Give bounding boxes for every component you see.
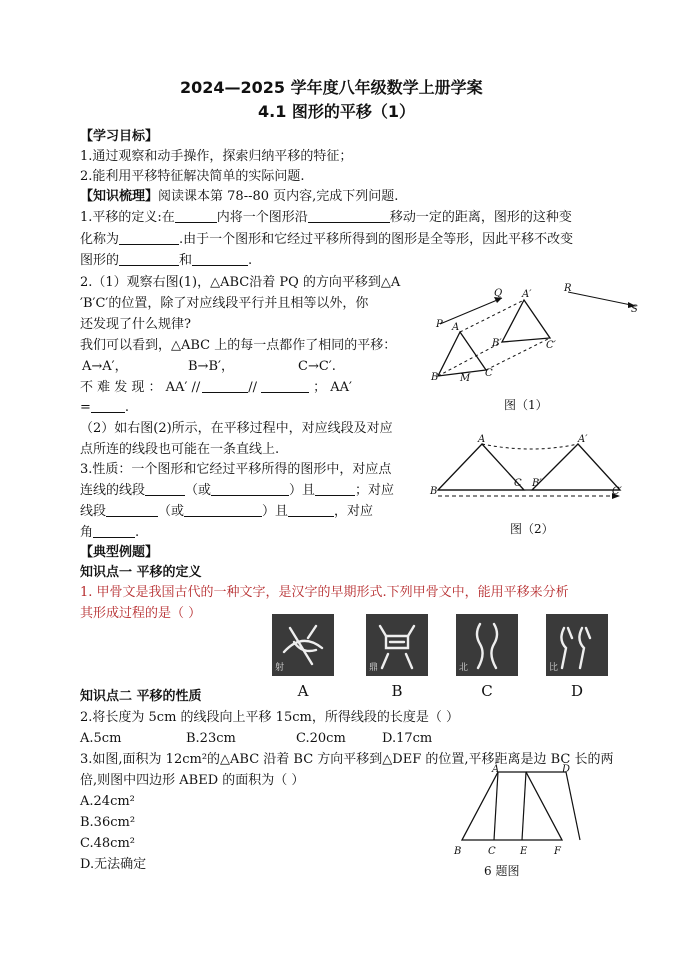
label-Q: Q: [494, 288, 503, 299]
q2-option-a[interactable]: A.5cm: [80, 731, 122, 746]
figure-1: [428, 280, 660, 388]
option-a-label[interactable]: A: [297, 682, 309, 700]
oracle-image-c[interactable]: [456, 614, 518, 676]
label-E: E: [520, 846, 528, 857]
oracle-char-label: 比: [549, 663, 559, 673]
blank[interactable]: [261, 380, 309, 393]
observe2-line1: （2）如右图(2)所示，在平移过程中，对应线段及对应: [80, 421, 393, 436]
label-M: M: [460, 373, 471, 384]
q2-option-b[interactable]: B.23cm: [186, 731, 236, 746]
q3-option-a[interactable]: A.24cm²: [80, 794, 135, 809]
property-line2: 连线的线段 （或 ）且 ；对应: [80, 483, 395, 498]
oracle-image-a[interactable]: [272, 614, 334, 676]
knowledge-intro: 阅读课本第 78--80 页内容,完成下列问题.: [158, 189, 399, 204]
label-C: C: [485, 368, 493, 379]
label-C: C: [514, 478, 522, 489]
parallel-line: 不 难 发 现 ： AA′ // // ； AA′: [80, 380, 352, 395]
goal-2: 2.能利用平移特征解决简单的实际问题.: [80, 169, 305, 184]
label-P: P: [436, 319, 443, 330]
oracle-image-b[interactable]: [366, 614, 428, 676]
observe1-line2: ′B′C′的位置，除了对应线段平行并且相等以外，你: [80, 296, 369, 311]
knowledge-line: [80, 189, 398, 205]
figure-6-caption: 6 题图: [484, 864, 520, 878]
question-1-line1: 1. 甲骨文是我国古代的一种文字，是汉字的早期形式.下列甲骨文中，能用平移来分析: [80, 585, 569, 600]
option-d-label[interactable]: D: [570, 682, 584, 700]
mapping-c: C→C′.: [298, 359, 336, 374]
label-A: A: [478, 434, 486, 445]
figure-6: [450, 764, 590, 860]
definition-line3: 图形的 和 .: [80, 253, 253, 268]
oracle-image-d[interactable]: [546, 614, 608, 676]
label-B: B: [454, 846, 462, 857]
example-header: 【典型例题】: [80, 545, 159, 560]
blank[interactable]: [119, 232, 179, 245]
blank[interactable]: [288, 504, 334, 517]
blank[interactable]: [106, 504, 158, 517]
blank[interactable]: [308, 210, 390, 223]
blank[interactable]: [202, 380, 248, 393]
knowledge-header: 【知识梳理】: [80, 189, 159, 204]
property-line4: 角 .: [80, 525, 140, 540]
label-A: A: [452, 322, 460, 333]
label-F: F: [554, 846, 561, 857]
question-3-line1: 3.如图,面积为 12cm²的△ABC 沿着 BC 方向平移到△DEF 的位置,平移距离是边 BC 长的两: [80, 752, 614, 767]
blank[interactable]: [119, 253, 179, 266]
knowledge-point-2: 知识点二 平移的性质: [80, 689, 202, 704]
option-c-label[interactable]: C: [481, 682, 493, 700]
blank[interactable]: [184, 504, 262, 517]
mapping-b: B→B′，: [188, 359, 234, 374]
title-line2: 4.1 图形的平移（1）: [258, 102, 416, 121]
label-C-prime: C′: [546, 340, 556, 351]
oracle-char-label: 北: [459, 663, 469, 673]
label-B: B: [431, 372, 439, 383]
q2-option-c[interactable]: C.20cm: [296, 731, 346, 746]
property-line3: 线段 （或 ）且 ，对应: [80, 504, 374, 519]
question-2: 2.将长度为 5cm 的线段向上平移 15cm，所得线段的长度是（ ）: [80, 710, 459, 725]
label-R: R: [564, 283, 572, 294]
label-B: B: [430, 486, 438, 497]
equal-line: = .: [80, 400, 130, 415]
mapping-a: A→A′，: [82, 359, 128, 374]
q3-option-b[interactable]: B.36cm²: [80, 815, 136, 830]
blank[interactable]: [211, 483, 289, 496]
blank[interactable]: [175, 210, 217, 223]
figure-2: [428, 432, 628, 504]
label-A-prime: A′: [522, 289, 532, 300]
oracle-char-label: 射: [275, 663, 285, 673]
oracle-char-label: 鼎: [369, 663, 379, 673]
observe1-line1: 2.（1）观察右图(1)，△ABC沿着 PQ 的方向平移到△A: [80, 275, 401, 290]
label-A: A: [492, 764, 500, 775]
figure-2-caption: 图（2）: [510, 522, 554, 536]
label-C: C: [488, 846, 496, 857]
label-B-prime: B′: [532, 478, 542, 489]
q3-option-c[interactable]: C.48cm²: [80, 836, 135, 851]
label-A-prime: A′: [578, 434, 588, 445]
observe2-line2: 点所连的线段也可能在一条直线上.: [80, 442, 280, 457]
question-1-line2: 其形成过程的是（ ）: [80, 606, 202, 621]
goal-1: 1.通过观察和动手操作，探索归纳平移的特征；: [80, 149, 353, 164]
blank[interactable]: [192, 253, 248, 266]
knowledge-point-1: 知识点一 平移的定义: [80, 565, 202, 580]
property-line1: 3.性质：一个图形和它经过平移所得的图形中，对应点: [80, 462, 392, 477]
label-C-prime: C′: [612, 486, 622, 497]
figure-1-caption: 图（1）: [504, 398, 548, 412]
blank[interactable]: [315, 483, 355, 496]
blank[interactable]: [93, 525, 135, 538]
label-S: S: [631, 304, 638, 315]
definition-line2: 化称为 .由于一个图形和它经过平移所得到的图形是全等形，因此平移不改变: [80, 232, 574, 247]
q3-option-d[interactable]: D.无法确定: [80, 857, 147, 872]
option-b-label[interactable]: B: [391, 682, 403, 700]
q2-option-d[interactable]: D.17cm: [382, 731, 433, 746]
label-D: D: [562, 764, 571, 775]
label-B-prime: B′: [492, 338, 502, 349]
question-3-line2: 倍,则图中四边形 ABED 的面积为（ ）: [80, 773, 305, 788]
title-line1: 2024—2025 学年度八年级数学上册学案: [180, 78, 483, 97]
definition-line1: 1.平移的定义:在 内将一个图形沿 移动一定的距离，图形的这种变: [80, 210, 572, 225]
blank[interactable]: [145, 483, 185, 496]
blank[interactable]: [91, 400, 125, 413]
goal-header: 【学习目标】: [80, 129, 159, 144]
observe1-line4: 我们可以看到，△ABC 上的每一点都作了相同的平移：: [80, 338, 397, 353]
observe1-line3: 还发现了什么规律?: [80, 317, 191, 332]
